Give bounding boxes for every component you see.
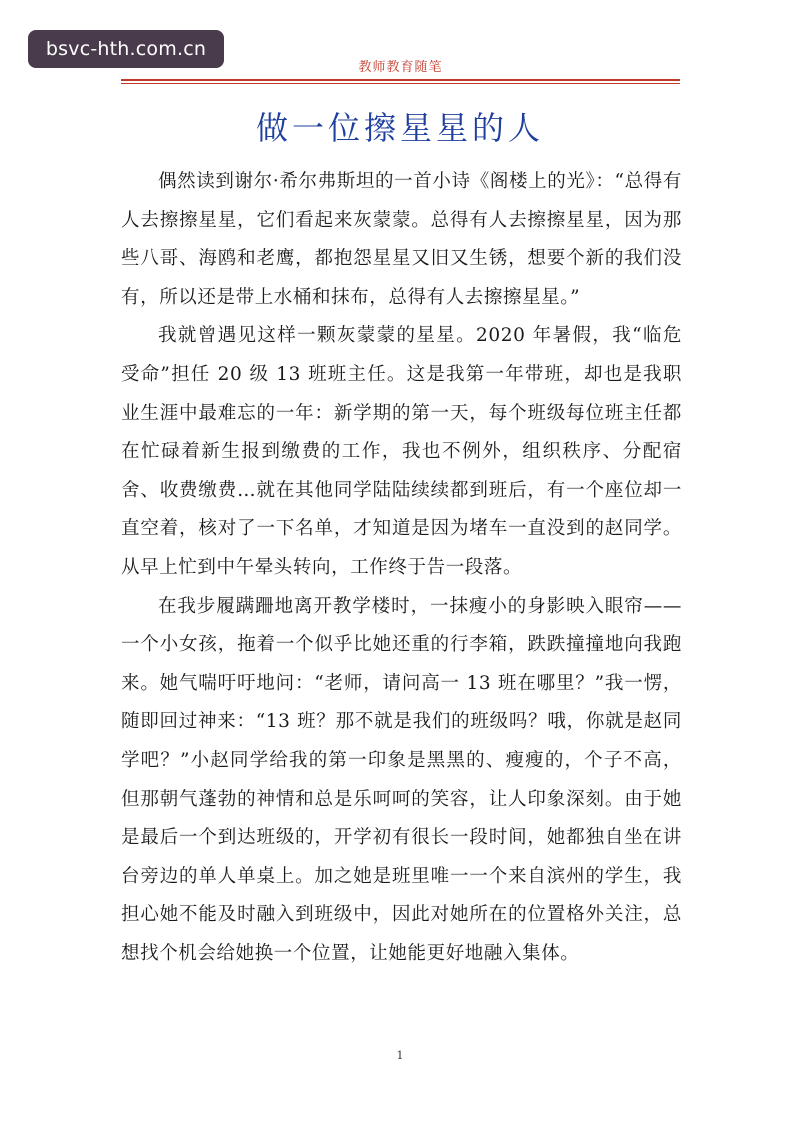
header-divider-thin xyxy=(121,83,680,84)
body-paragraph: 在我步履蹒跚地离开教学楼时，一抹瘦小的身影映入眼帘——一个小女孩，拖着一个似乎比她还重的行李箱，跌跌撞撞地向我跑来。她气喘吁吁地问：“老师，请问高一 13 班在哪里？”我一愣，随即回过神来：“13 班？那不就是我们的班级吗？哦，你就是赵同学吧？”小赵同学给我的第一印象是黑黑的、瘦瘦的，个子不高，但那朝气蓬勃的神情和总是乐呵呵的笑容，让人印象深刻。由于她是最后一个到达班级的，开学初有很长一段时间，她都独自坐在讲台旁边的单人单桌上。加之她是班里唯一一个来自滨州的学生，我担心她不能及时融入到班级中，因此对她所在的位置格外关注，总想找个机会给她换一个位置，让她能更好地融入集体。 xyxy=(121,595,682,964)
body-paragraph: 我就曾遇见这样一颗灰蒙蒙的星星。2020 年暑假，我“临危受命”担任 20 级 13 班班主任。这是我第一年带班，却也是我职业生涯中最难忘的一年：新学期的第一天，每个班级每位班主任都在忙碌着新生报到缴费的工作，我也不例外，组织秩序、分配宿舍、收费缴费…就在其他同学陆陆续续都到班后，有一个座位却一直空着，核对了一下名单，才知道是因为堵车一直没到的赵同学。从早上忙到中午晕头转向，工作终于告一段落。 xyxy=(121,325,682,578)
site-watermark-badge: bsvc-hth.com.cn xyxy=(28,30,224,68)
document-body xyxy=(121,163,682,973)
header-category: 教师教育随笔 xyxy=(358,60,443,75)
page-header xyxy=(121,60,680,84)
page-number: 1 xyxy=(396,1049,404,1062)
header-divider xyxy=(121,79,680,81)
document-title: 做一位擦星星的人 xyxy=(255,109,544,147)
body-paragraph: 偶然读到谢尔·希尔弗斯坦的一首小诗《阁楼上的光》：“总得有人去擦擦星星，它们看起来灰蒙蒙。总得有人去擦擦星星，因为那些八哥、海鸥和老鹰，都抱怨星星又旧又生锈，想要个新的我们没有，所以还是带上水桶和抹布，总得有人去擦擦星星。” xyxy=(121,171,682,308)
